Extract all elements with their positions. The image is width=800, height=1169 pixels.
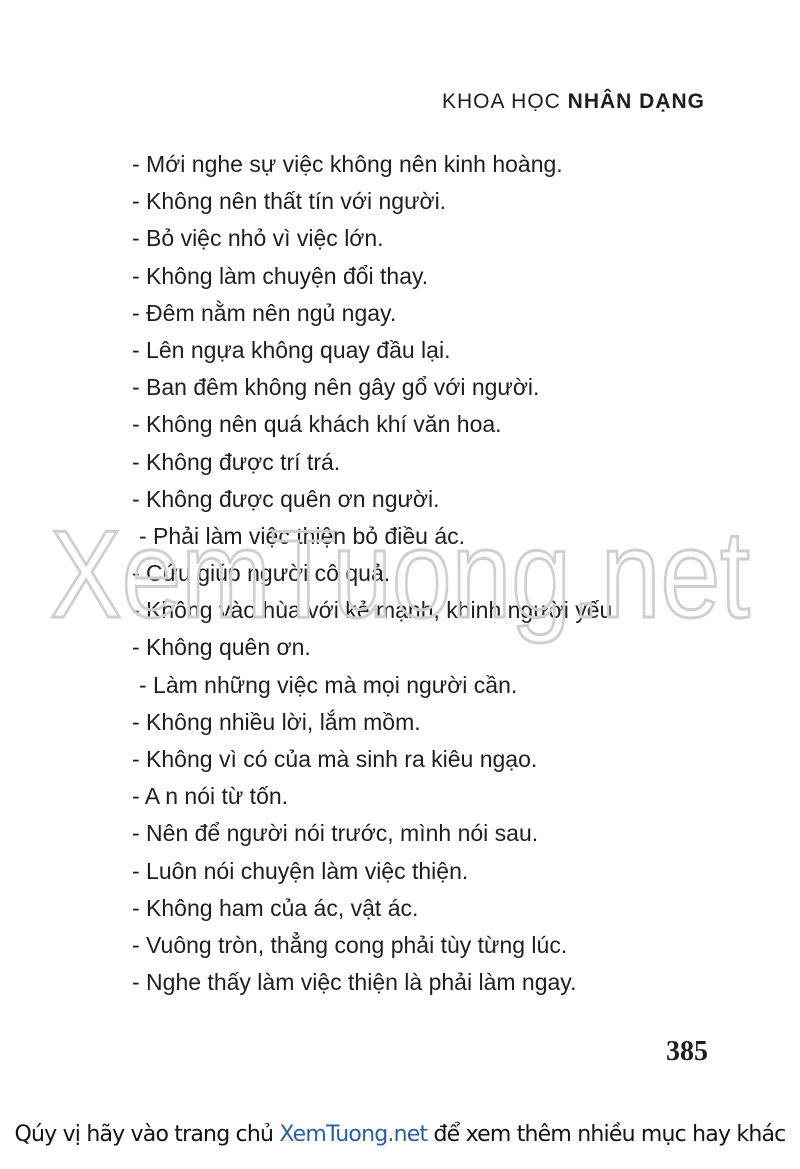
footer-text-after: để xem thêm nhiều mục hay khác — [427, 1122, 786, 1147]
footer-banner — [0, 1122, 800, 1147]
list-item: - Nghe thấy làm việc thiện là phải làm ngay. — [132, 969, 577, 996]
list-item: - Làm những việc mà mọi người cần. — [139, 671, 518, 698]
running-header-title: NHÂN DẠNG — [567, 90, 705, 113]
running-header — [442, 90, 705, 114]
list-item: - Không vào hùa với kẻ mạnh, khinh người yếu. — [132, 597, 619, 624]
list-item: - Không nhiều lời, lắm mồm. — [132, 708, 421, 735]
list-item: - Đêm nằm nên ngủ ngay. — [132, 299, 397, 326]
list-item: - Không ham của ác, vật ác. — [132, 894, 419, 921]
list-item: - Ban đêm không nên gây gổ với người. — [132, 374, 540, 401]
list-item: - A n nói từ tốn. — [132, 783, 289, 810]
list-item: - Phải làm việc thiện bỏ điều ác. — [139, 522, 466, 549]
list-item: - Không được quên ơn người. — [132, 485, 440, 512]
watermark-text: XemTuong.net — [50, 506, 750, 644]
rules-list — [132, 146, 619, 1001]
list-item: - Nên để người nói trước, mình nói sau. — [132, 820, 539, 847]
page-number: 385 — [666, 1036, 708, 1067]
footer-text-before: Qúy vị hãy vào trang chủ — [14, 1122, 280, 1147]
list-item: - Không làm chuyện đổi thay. — [132, 262, 429, 289]
running-header-prefix: KHOA HỌC — [441, 90, 561, 113]
list-item: - Không nên thất tín với người. — [132, 188, 447, 215]
list-item: - Mới nghe sự việc không nên kinh hoàng. — [132, 151, 563, 177]
list-item: - Cứu giúp người cô quả. — [132, 560, 391, 587]
list-item: - Luôn nói chuyện làm việc thiện. — [132, 857, 469, 884]
list-item: - Không quên ơn. — [132, 634, 311, 661]
list-item: - Không vì có của mà sinh ra kiêu ngạo. — [132, 746, 538, 772]
list-item: - Lên ngựa không quay đầu lại. — [132, 336, 451, 363]
list-item: - Bỏ việc nhỏ vì việc lớn. — [132, 225, 384, 252]
list-item: - Vuông tròn, thẳng cong phải tùy từng lúc. — [132, 931, 568, 958]
footer-site-link[interactable]: XemTuong.net — [279, 1122, 428, 1147]
list-item: - Không nên quá khách khí văn hoa. — [132, 411, 502, 438]
list-item: - Không được trí trá. — [132, 448, 341, 475]
